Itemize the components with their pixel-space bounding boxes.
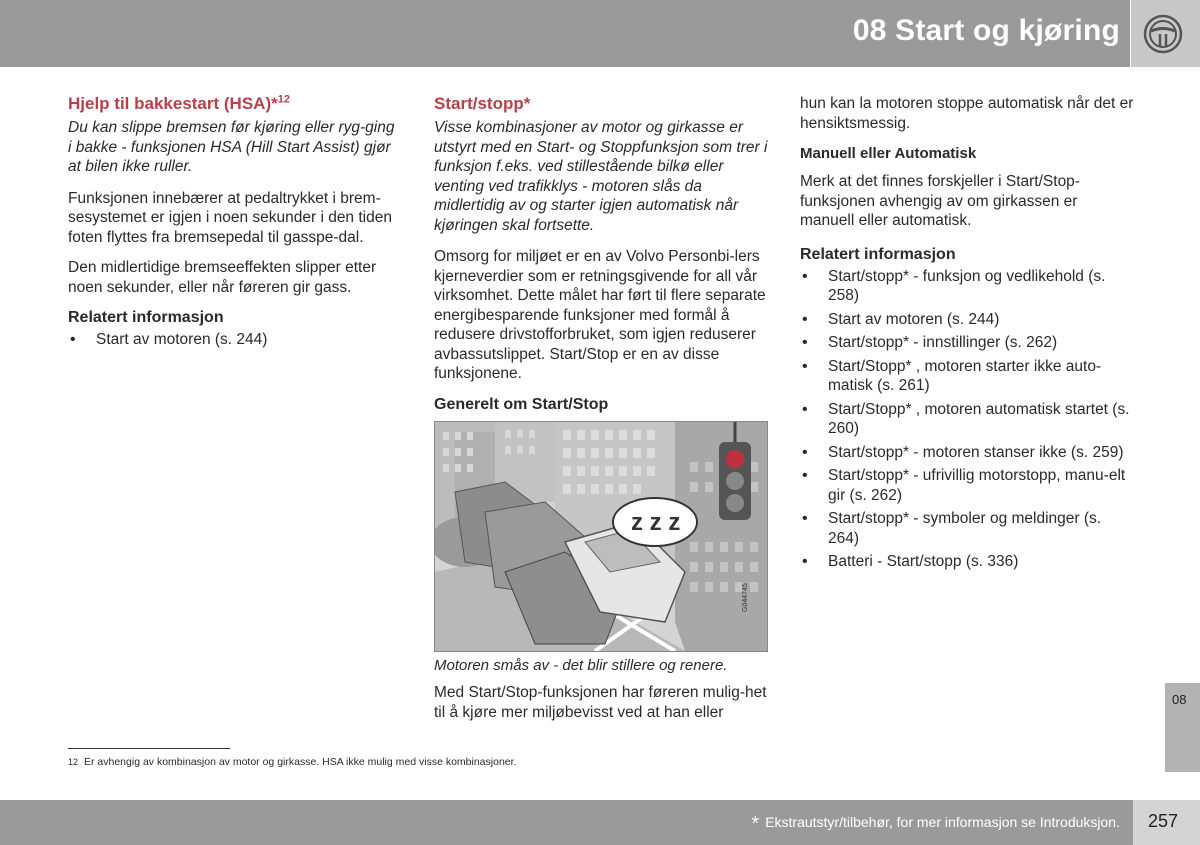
related-link[interactable]: • Batteri - Start/stopp (s. 336) xyxy=(800,552,1135,572)
chapter-tab-label: 08 xyxy=(1172,692,1187,707)
figure-caption: Motoren smås av - det blir stillere og renere. xyxy=(434,657,728,674)
paragraph: Med Start/Stop-funksjonen har føreren mulig-het til å kjøre mer miljøbevisst ved at han eller xyxy=(434,684,767,721)
intro-text: Du kan slippe bremsen før kjøring eller ryg-ging i bakke - funksjonen HSA (Hill Start Assist) gjør at bilen ikke ruller. xyxy=(68,119,395,175)
intro-text: Visse kombinasjoner av motor og girkasse er utstyrt med en Start- og Stoppfunksjon som trer i funksjon f.eks. ved stillestående bilkø eller venting ved trafikklys - motoren slås da midlertidig av og starter igjen automatisk når kjøringen skal fortsette. xyxy=(434,119,768,234)
related-link[interactable]: • Start/stopp* - innstillinger (s. 262) xyxy=(800,333,1135,353)
column-hsa xyxy=(68,94,398,354)
sub-heading-manuell: Manuell eller Automatisk xyxy=(800,145,977,162)
related-heading: Relatert informasjon xyxy=(68,309,224,326)
footnote-rule xyxy=(68,748,230,749)
illustration-traffic-jam xyxy=(434,421,768,652)
paragraph: Funksjonen innebærer at pedaltrykket i brem-sesystemet er igjen i noen sekunder i den tiden foten flyttes fra bremsepedal til gasspe-dal. xyxy=(68,189,392,246)
related-link[interactable]: • Start/stopp* - motoren stanser ikke (s. 259) xyxy=(800,443,1135,463)
section-heading-start-stop: Start/stopp* xyxy=(434,94,531,113)
paragraph: Den midlertidige bremseeffekten slipper etter noen sekunder, eller når føreren gir gass. xyxy=(68,259,377,296)
svg-text:z z z: z z z xyxy=(631,509,681,536)
figure-code: G044745 xyxy=(742,583,749,612)
related-link[interactable]: • Start av motoren (s. 244) xyxy=(800,310,1135,330)
related-link[interactable]: • Start/Stopp* , motoren automatisk startet (s. 260) xyxy=(800,400,1135,439)
section-heading-hsa: Hjelp til bakkestart (HSA)*$^{12}$ xyxy=(68,93,290,113)
paragraph: hun kan la motoren stoppe automatisk når det er hensiktsmessig. xyxy=(800,95,1134,132)
page-number: 257 xyxy=(1148,811,1179,831)
related-link[interactable]: • Start/stopp* - funksjon og vedlikehold (s. 258) xyxy=(800,267,1135,306)
column-start-stop xyxy=(434,94,769,417)
footnote-ref[interactable]: 12 xyxy=(277,93,290,106)
paragraph: Omsorg for miljøet er en av Volvo Personbi-lers kjerneverdier som er retningsgivende for all vår virksomhet. Dette målet har ført til flere separate energibesparende funksjoner med formål å redusere drivstofforbruket, som igjen reduserer avbassutslippet. Start/Stop er en av disse funksjonene. xyxy=(434,248,766,382)
paragraph: Merk at det finnes forskjeller i Start/Stop-funksjonen avhengig av om girkassen er manuell eller automatisk. xyxy=(800,173,1080,229)
footnote-text: Er avhengig av kombinasjon av motor og girkasse. HSA ikke mulig med visse kombinasjoner. xyxy=(84,756,517,768)
column-start-stop-cont xyxy=(800,94,1135,576)
footer-note: * Ekstrautstyr/tilbehør, for mer informasjon se Introduksjon. xyxy=(751,813,1120,835)
related-link[interactable]: • Start/Stopp* , motoren starter ikke auto-matisk (s. 261) xyxy=(800,357,1135,396)
chapter-title: 08 Start og kjøring xyxy=(852,14,1120,47)
footnote xyxy=(68,755,668,769)
related-heading: Relatert informasjon xyxy=(800,245,956,263)
related-link[interactable]: • Start/stopp* - symboler og meldinger (s. 264) xyxy=(800,509,1135,548)
related-link[interactable]: • Start av motoren (s. 244) xyxy=(68,330,398,350)
sub-heading-generelt: Generelt om Start/Stop xyxy=(434,395,609,413)
related-list xyxy=(68,330,398,350)
asterisk: * xyxy=(751,813,760,835)
steering-wheel-icon xyxy=(1143,14,1183,54)
related-link[interactable]: • Start/stopp* - ufrivillig motorstopp, manu-elt gir (s. 262) xyxy=(800,466,1135,505)
footnote-number: 12 xyxy=(68,757,79,767)
related-list xyxy=(800,267,1135,572)
